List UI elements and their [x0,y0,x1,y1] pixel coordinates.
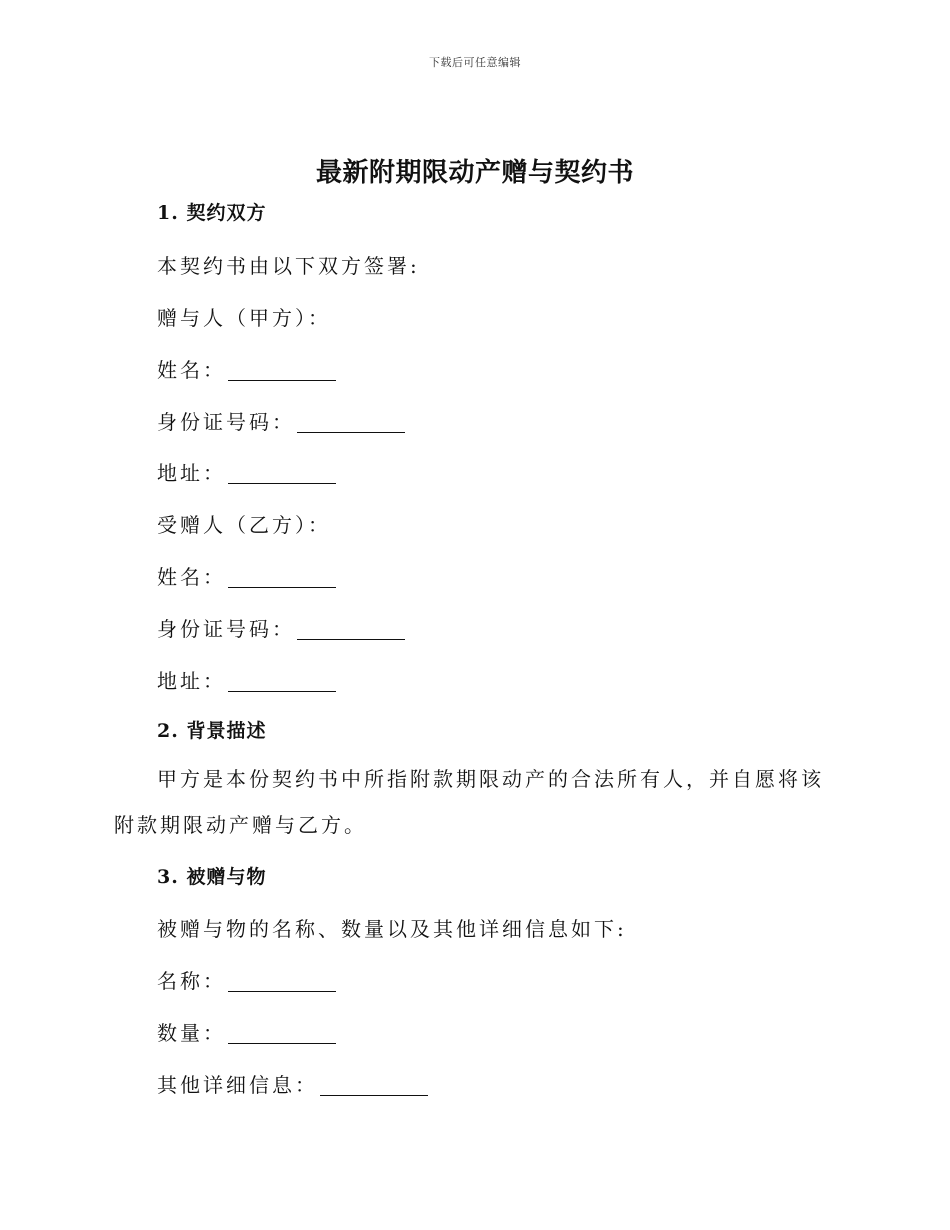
item-quantity-field [157,1017,336,1046]
donor-name-blank [228,360,336,381]
donee-label: 受赠人（乙方）： [157,513,331,537]
donor-id-label: 身份证号码： [157,410,295,434]
section-2-body: 甲方是本份契约书中所指附款期限动产的合法所有人，并自愿将该附款期限动产赠与乙方。 [114,767,824,837]
donor-address-label: 地址： [157,461,226,485]
section-2-heading: 2. 背景描述 [157,720,267,742]
donor-address-blank [228,463,336,484]
donor-id-blank [297,412,405,433]
donee-name-field [157,561,336,590]
item-other-blank [320,1075,428,1096]
item-name-label: 名称： [157,969,226,993]
item-quantity-blank [228,1023,336,1044]
item-name-field [157,965,336,994]
item-other-field [157,1069,428,1098]
item-name-blank [228,971,336,992]
donor-id-field [157,406,405,435]
donee-address-field [157,665,336,694]
section-1-intro: 本契约书由以下双方签署: [157,254,420,278]
donor-name-field [157,354,336,383]
page-header-note: 下载后可任意编辑 [429,56,521,69]
donor-name-label: 姓名： [157,358,226,382]
donee-address-blank [228,671,336,692]
item-other-label: 其他详细信息： [157,1073,318,1097]
section-1-heading: 1. 契约双方 [157,202,267,224]
document-title: 最新附期限动产赠与契约书 [315,158,634,188]
donee-address-label: 地址： [157,669,226,693]
section-3-intro: 被赠与物的名称、数量以及其他详细信息如下: [157,917,627,941]
donee-id-blank [297,619,405,640]
donee-name-blank [228,567,336,588]
donor-address-field [157,457,336,486]
donee-name-label: 姓名： [157,565,226,589]
donee-id-field [157,613,405,642]
section-3-heading: 3. 被赠与物 [157,866,267,888]
donor-label: 赠与人（甲方）： [157,306,331,330]
donee-id-label: 身份证号码： [157,617,295,641]
item-quantity-label: 数量： [157,1021,226,1045]
